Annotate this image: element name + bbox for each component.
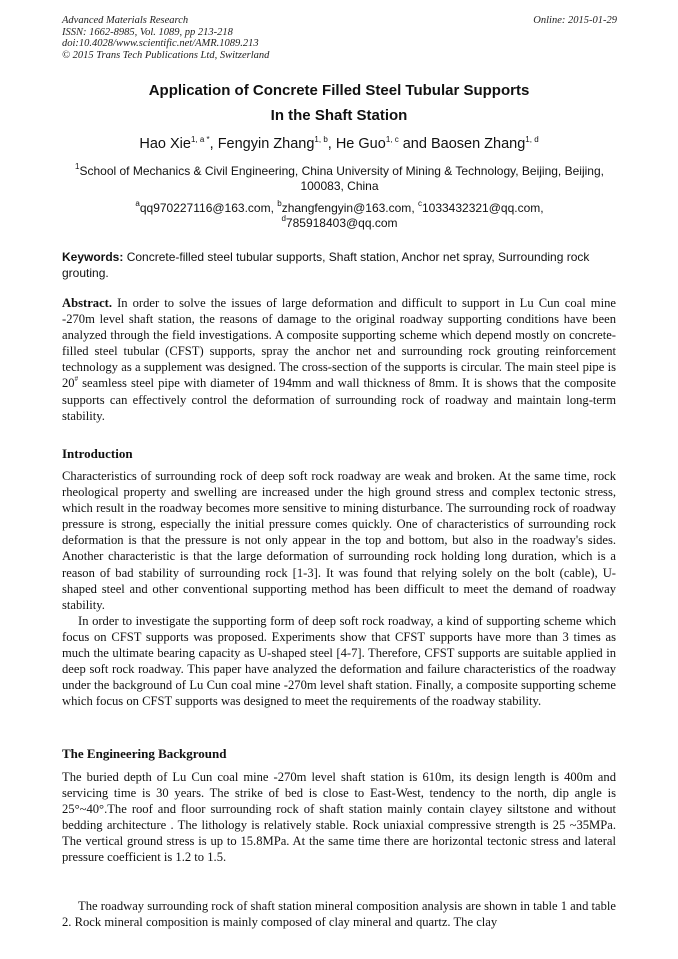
affiliation-mark: 1 (75, 162, 80, 171)
author-affil-mark: 1, a * (190, 135, 210, 144)
author-name: Fengyin Zhang (217, 136, 315, 152)
section-heading-background: The Engineering Background (62, 746, 227, 761)
section-heading-introduction: Introduction (62, 446, 133, 461)
author-name: Hao Xie (139, 136, 191, 152)
keywords-label: Keywords: (62, 250, 124, 264)
background-paragraph-1: The buried depth of Lu Cun coal mine -270m level shaft station is 610m, its design length is 400m and servicing time is 30 years. The strike of bed is close to East-West, tendency to the north, dip angle is 25°~40°.The roof and floor surrounding rock of shaft station mainly contain clayey siltstone and without bedding architecture . The lithology is relatively stable. Rock uniaxial compressive strength is 25 ~35MPa. The vertical ground stress is up to 15.8MPa. At the same time there are horizontal tectonic stress and lateral pressure coefficient is 1.2 to 1.5. (62, 770, 616, 865)
email-link[interactable]: zhangfengyin@163.com (281, 201, 412, 215)
email-link[interactable]: qq970227116@163.com (139, 201, 271, 215)
abstract-label: Abstract. (62, 296, 113, 310)
author-list: Hao Xie$^{1, a *}$, Fengyin Zhang$^{1, b}$, He Guo$^{1, c}$ and Baosen Zhang$^{1, d}$ (139, 135, 539, 152)
affiliation (62, 164, 617, 194)
paper-title-line2: In the Shaft Station (270, 107, 408, 124)
affiliation-text: School of Mechanics & Civil Engineering, China University of Mining & Technology, Beijing, Beijing, 100083, China (79, 164, 604, 193)
journal-name: Advanced Materials Research (62, 15, 189, 26)
issn: ISSN: 1662-8985, Vol. 1089, pp 213-218 (62, 26, 233, 38)
online-date: Online: 2015-01-29 (533, 15, 617, 26)
author-affil-mark: 1, b (314, 135, 328, 144)
intro-paragraph-1: Characteristics of surrounding rock of deep soft rock roadway are weak and broken. At the same time, rock rheological property and swelling are increased under the high ground stress and complex tectonic stress, which result in the roadway becomes more sensitive to mining disturbance. The surrounding rock of roadway pressure is strong, especially the initial pressure comes quickly. One of characteristics of surrounding rock deformation is that the pressure is not only appear in the top and bottom, but also in the roadway's sides. Another characteristic is that the large deformation of surrounding rock holding long duration, which is a reason of bad stability of surrounding rock [1-3]. It was found that relying solely on the bolt (cable), U-shaped steel and other conventional supporting method has been difficult to meet the demand of roadway stability. (62, 469, 616, 612)
copyright: © 2015 Trans Tech Publications Ltd, Switzerland (62, 49, 270, 61)
email-list: $^a$qq970227116@163.com, $^b$zhangfengyin@163.com, $^c$1033432321@qq.com, $^d$785918403@qq.com (135, 199, 544, 230)
paper-title-line1: Application of Concrete Filled Steel Tubular Supports (148, 82, 530, 99)
background-paragraph-2: The roadway surrounding rock of shaft station mineral composition analysis are shown in table 1 and table 2. Rock mineral composition is mainly composed of clay mineral and quartz. The clay (62, 899, 616, 930)
email-link[interactable]: 785918403@qq.com (285, 216, 398, 230)
doi: doi:10.4028/www.scientific.net/AMR.1089.213 (62, 38, 259, 49)
intro-paragraph-2: In order to investigate the supporting form of deep soft rock roadway, a kind of supporting scheme which focus on CFST supports was proposed. Experiments show that CFST supports have more than 3 times as much the ultimate bearing capacity as U-shaped steel [4-7]. Therefore, CFST supports are suitable applied in deep soft rock roadway. This paper have analyzed the deformation and failure characteristics of the roadway under the background of Lu Cun coal mine -270m level shaft station. Finally, a composite supporting scheme which focus on CFST supports was designed to meet the requirements of the roadway stability. (62, 614, 616, 709)
journal-header (62, 15, 617, 61)
keywords-text: Concrete-filled steel tubular supports, Shaft station, Anchor net spray, Surrounding rock grouting. (62, 250, 590, 280)
author-name: Baosen Zhang (430, 136, 526, 152)
author-affil-mark: 1, d (525, 135, 539, 144)
keywords (62, 250, 616, 281)
email-link[interactable]: 1033432321@qq.com, (421, 201, 544, 215)
author-affil-mark: 1, c (385, 135, 399, 144)
abstract: Abstract. In order to solve the issues of large deformation and difficult to support in Lu Cun coal mine -270m level shaft station, the reasons of damage to the original roadway supporting conditions have been analyzed through the field investigations. A composite supporting scheme which depend mostly on concrete-filled steel tubular (CFST) supports, spray the anchor net and surrounding rock grouting reinforcement technology as a supplement was designed. The cross-section of the supports is circular. The main steel pipe is 20# seamless steel pipe with diameter of 194mm and wall thickness of 8mm. It is shows that the composite supports can effectively control the deformation of surrounding rock of roadway and maintain long-term stability. (62, 296, 616, 423)
author-name: He Guo (335, 136, 386, 152)
